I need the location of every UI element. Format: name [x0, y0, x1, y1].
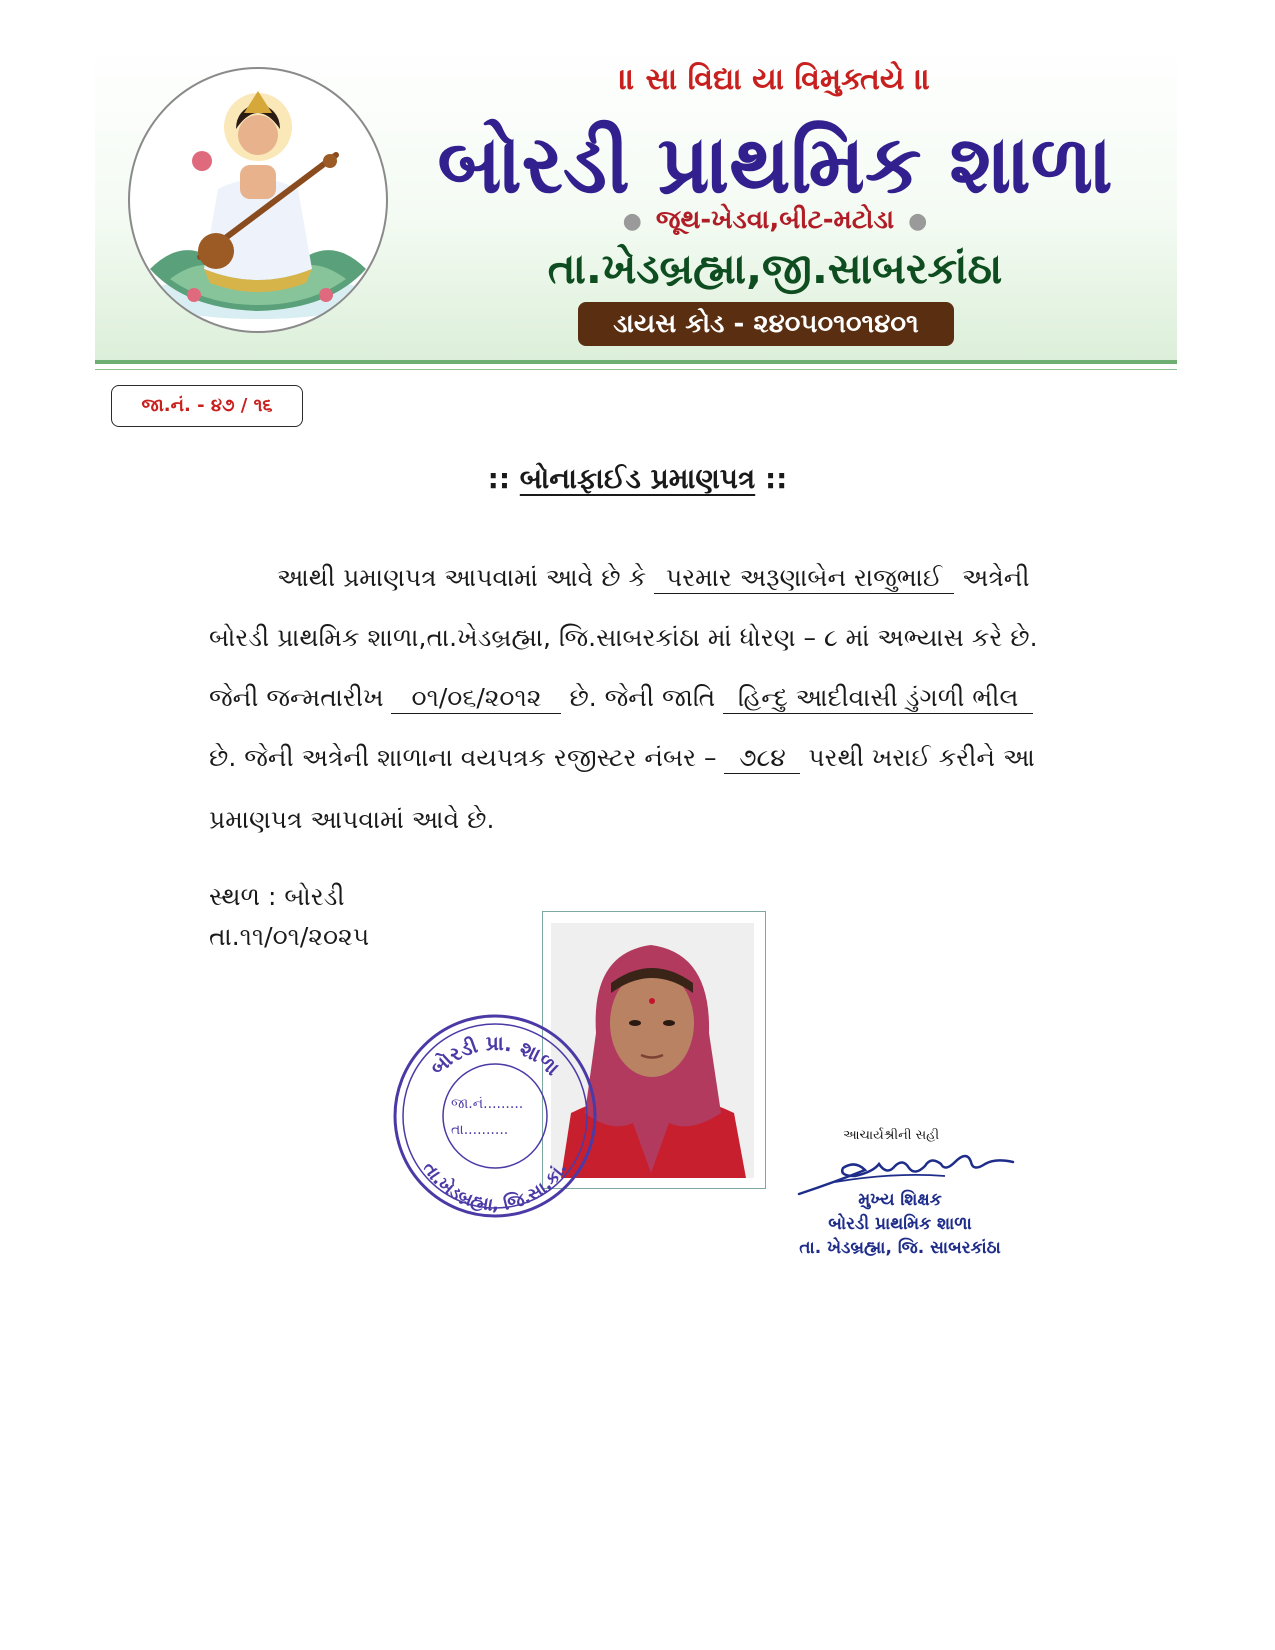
place: સ્થળ : બોરડી — [209, 882, 345, 911]
issue-date: તા.૧૧/૦૧/૨૦૨૫ — [209, 922, 370, 951]
line4-suffix: પરથી ખરાઈ કરીને આ — [808, 743, 1035, 772]
body-line-5: પ્રમાણપત્ર આપવામાં આવે છે. — [209, 805, 495, 834]
svg-text:તા.ખેડબ્રહ્મા, જિ.સા.કાં. — [418, 1158, 571, 1215]
signatory-school: બોરડી પ્રાથમિક શાળા — [828, 1214, 972, 1234]
bullet-icon: ● — [622, 209, 642, 234]
caste-field: હિન્દુ આદીવાસી ડુંગળી ભીલ — [723, 683, 1033, 714]
signatory-role: મુખ્ય શિક્ષક — [858, 1190, 942, 1210]
student-name-field: પરમાર અરૂણાબેન રાજુભાઈ — [654, 563, 954, 594]
reference-number: જા.નં. - ૪૭ / ૧૬ — [111, 385, 303, 427]
body-line-1 — [209, 563, 1127, 594]
school-name: બોરડી પ્રાથમિક શાળા — [437, 118, 1113, 211]
header-divider-thin — [95, 369, 1177, 370]
school-stamp — [385, 1010, 605, 1222]
title-text: બોનાફાઈડ પ્રમાણપત્ર — [519, 462, 756, 495]
certificate-title — [300, 462, 975, 496]
header-divider — [95, 360, 1177, 364]
body-line-3 — [209, 683, 1059, 714]
line1-prefix: આથી પ્રમાણપત્ર આપવામાં આવે છે કે — [277, 563, 647, 592]
signatory-address: તા. ખેડબ્રહ્મા, જિ. સાબરકાંઠા — [799, 1238, 1001, 1258]
stamp-ref-line: જા.નં......... — [451, 1096, 524, 1112]
district-address: તા.ખેડબ્રહ્મા,જી.સાબરકાંઠા — [547, 244, 1003, 293]
title-decoration-right: :: — [764, 462, 788, 495]
motto: ॥ સા વિદ્યા યા વિમુક્તયે ॥ — [619, 62, 931, 97]
line4-prefix: છે. જેની અત્રેની શાળાના વયપત્રક રજીસ્ટર નંબર – — [209, 743, 717, 772]
saraswati-logo — [128, 67, 388, 333]
line3-prefix: જેની જન્મતારીખ — [209, 683, 384, 712]
signature-caption: આચાર્યશ્રીની સહી — [843, 1128, 940, 1143]
cluster-address — [420, 205, 1130, 236]
cluster-address-text: જૂથ-ખેડવા,બીટ-મટોડા — [655, 205, 895, 235]
stamp-top-text: બોરડી પ્રા. શાળા — [425, 1030, 565, 1080]
line1-suffix: અત્રેની — [962, 563, 1030, 592]
title-decoration-left: :: — [487, 462, 511, 495]
birth-date-field: ૦૧/૦૬/૨૦૧૨ — [391, 683, 561, 714]
stamp-date-line: તા.......... — [451, 1122, 509, 1138]
bullet-icon: ● — [908, 209, 928, 234]
body-line-4 — [209, 743, 1059, 774]
register-number-field: ૭૮૪ — [724, 743, 800, 774]
dise-code-badge: ડાયસ કોડ - ૨૪૦૫૦૧૦૧૪૦૧ — [578, 302, 954, 346]
stamp-bottom-text: તા.ખેડબ્રહ્મા, જિ.સા.કાં. — [418, 1158, 572, 1216]
line3-middle: છે. જેની જાતિ — [569, 683, 716, 712]
body-line-2: બોરડી પ્રાથમિક શાળા,તા.ખેડબ્રહ્મા, જિ.સાબરકાંઠા માં ધોરણ – ૮ માં અભ્યાસ કરે છે. — [209, 623, 1038, 652]
